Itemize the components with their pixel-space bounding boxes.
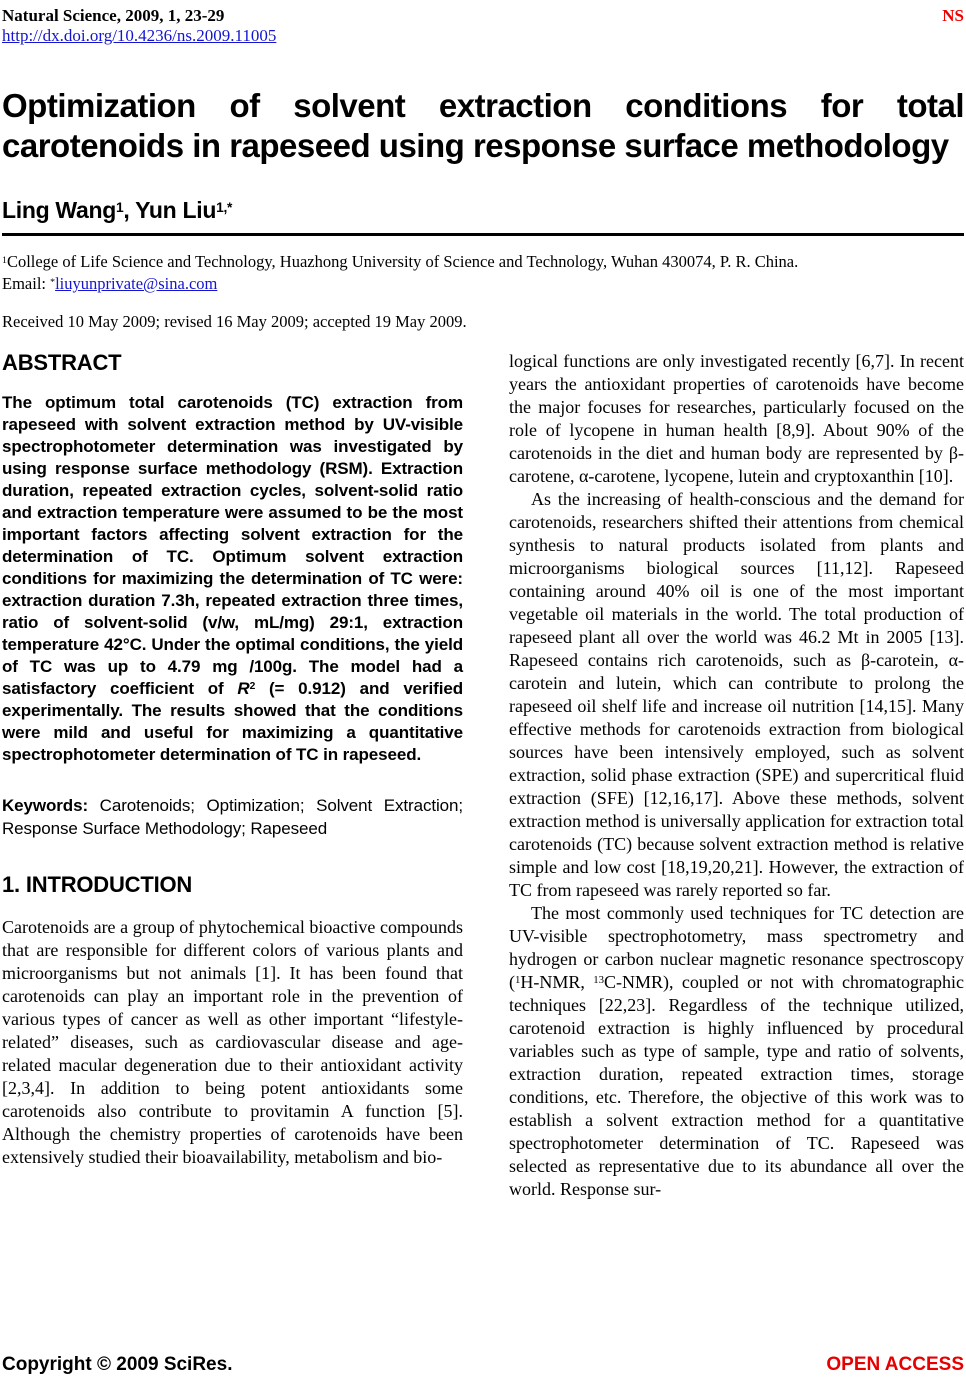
copyright-notice: Copyright © 2009 SciRes. xyxy=(2,1354,233,1375)
journal-citation: Natural Science, 2009, 1, 23-29 xyxy=(2,6,225,25)
doi-row xyxy=(2,26,964,46)
doi-link[interactable]: http://dx.doi.org/10.4236/ns.2009.11005 xyxy=(2,26,277,45)
abstract-heading: ABSTRACT xyxy=(2,350,122,375)
affiliation-block xyxy=(2,251,964,295)
page-footer xyxy=(2,1354,964,1376)
abstract-body: The optimum total carotenoids (TC) extraction from rapeseed with solvent extraction method by UV-visible spectrophotometer determination was investigated by using response surface methodology (RSM). Extraction duration, repeated extraction cycles, solvent-solid ratio and extraction temperature were assumed to be the most important factors affecting solvent extraction for the determination of TC. Optimum solvent extraction conditions for maximizing the determination of TC were: extraction duration 7.3h, repeated extraction three times, ratio of solvent-solid (v/w, mL/mg) 29:1, extraction temperature 42°C. Under the optimal conditions, the yield of TC was up to 4.79 mg /100g. The model had a satisfactory coefficient of $R^2$ (= 0.912) and verified experimentally. The results showed that the conditions were mild and useful for maximizing a quantitative spectrophotometer determination of TC in rapeseed. xyxy=(2,393,463,764)
authors-line: Ling Wang$^1$, Yun Liu$^{1,*}$ xyxy=(2,197,233,223)
right-column xyxy=(509,350,964,1201)
journal-header xyxy=(2,6,964,26)
received-dates-line: Received 10 May 2009; revised 16 May 2009; accepted 19 May 2009. xyxy=(2,312,467,331)
journal-ns-logo: NS xyxy=(942,6,964,25)
intro-paragraph-2: As the increasing of health-conscious and the demand for carotenoids, researchers shifted their attentions from chemical synthesis to natural products isolated from plants and microorganisms biological sources [11,12]. Rapeseed containing around 40% oil is one of the most important vegetable oil materials in the world. The total production of rapeseed plant all over the world was 46.2 Mt in 2005 [13]. Rapeseed contains rich carotenoids, such as β-carotein, α-carotein and lutein, which can contribute to prolong the rapeseed oil shelf life and increase oil nutrition [14,15]. Many effective methods for carotenoids extraction from biological sources have been intensively employed, such as solvent extraction, solid phase extraction (SPE) and supercritical fluid extraction (SFE) [12,16,17]. Above these methods, solvent extraction method is universally application for extraction total carotenoids (TC) because solvent extraction method is relative simple and low cost [18,19,20,21]. However, the extraction of TC from rapeseed was rarely reported so far. xyxy=(509,489,964,900)
intro-paragraph-3: The most commonly used techniques for TC detection are UV-visible spectrophotometry, mass spectrometry and hydrogen or carbon nuclear magnetic resonance spectroscopy ($^1$H-NMR, $^{13}$C-NMR), coupled or not with chromatographic techniques [22,23]. Regardless of the technique utilized, carotenoid extraction is highly influenced by procedural variables such as type of sample, type and ratio of solvents, extraction duration, repeated extraction times, storage conditions, etc. Therefore, the objective of this work was to establish a solvent extraction method for a quantitative spectrophotometer determination of TC. Rapeseed was selected as representative due to its abundance all over the world. Response sur- xyxy=(509,903,964,1199)
intro-paragraph-left: Carotenoids are a group of phytochemical bioactive compounds that are responsible for different colors of various plants and microorganisms but not animals [1]. It has been found that carotenoids can play an important role in the prevention of various types of cancer as well as other important “lifestyle- related” diseases, such as cardiovascular disease and age-related macular degeneration due to their antioxidant activity [2,3,4]. In addition to being potent antioxidants some carotenoids also contribute to provitamin A function [5]. Although the chemistry properties of carotenoids have been extensively studied their bioavailability, metabolism and bio- xyxy=(2,917,463,1167)
email-line: Email: *liuyunprivate@sina.com xyxy=(2,274,218,293)
introduction-heading: 1. INTRODUCTION xyxy=(2,872,193,897)
email-link[interactable]: liuyunprivate@sina.com xyxy=(55,274,218,293)
intro-paragraph-continuation: logical functions are only investigated recently [6,7]. In recent years the antioxidant properties of carotenoids have become the major focuses for researches, particularly focused on the role of lycopene in human health [8,9]. About 90% of the carotenoids in the diet and human body are represented by β-carotene, α-carotene, lycopene, lutein and cryptoxanthin [10]. xyxy=(509,351,964,486)
open-access-label: OPEN ACCESS xyxy=(826,1354,964,1375)
left-column xyxy=(2,350,463,1201)
affiliation-line: $^1$College of Life Science and Technology, Huazhong University of Science and Technology, Wuhan 430074, P. R. China. xyxy=(2,252,799,271)
author-divider-rule xyxy=(2,233,964,236)
keywords-line: Keywords: Carotenoids; Optimization; Solvent Extraction; Response Surface Methodology; Rapeseed xyxy=(2,796,463,838)
two-column-body xyxy=(2,350,964,1201)
article-title: Optimization of solvent extraction conditions for total carotenoids in rapeseed using response surface methodology xyxy=(2,87,964,164)
